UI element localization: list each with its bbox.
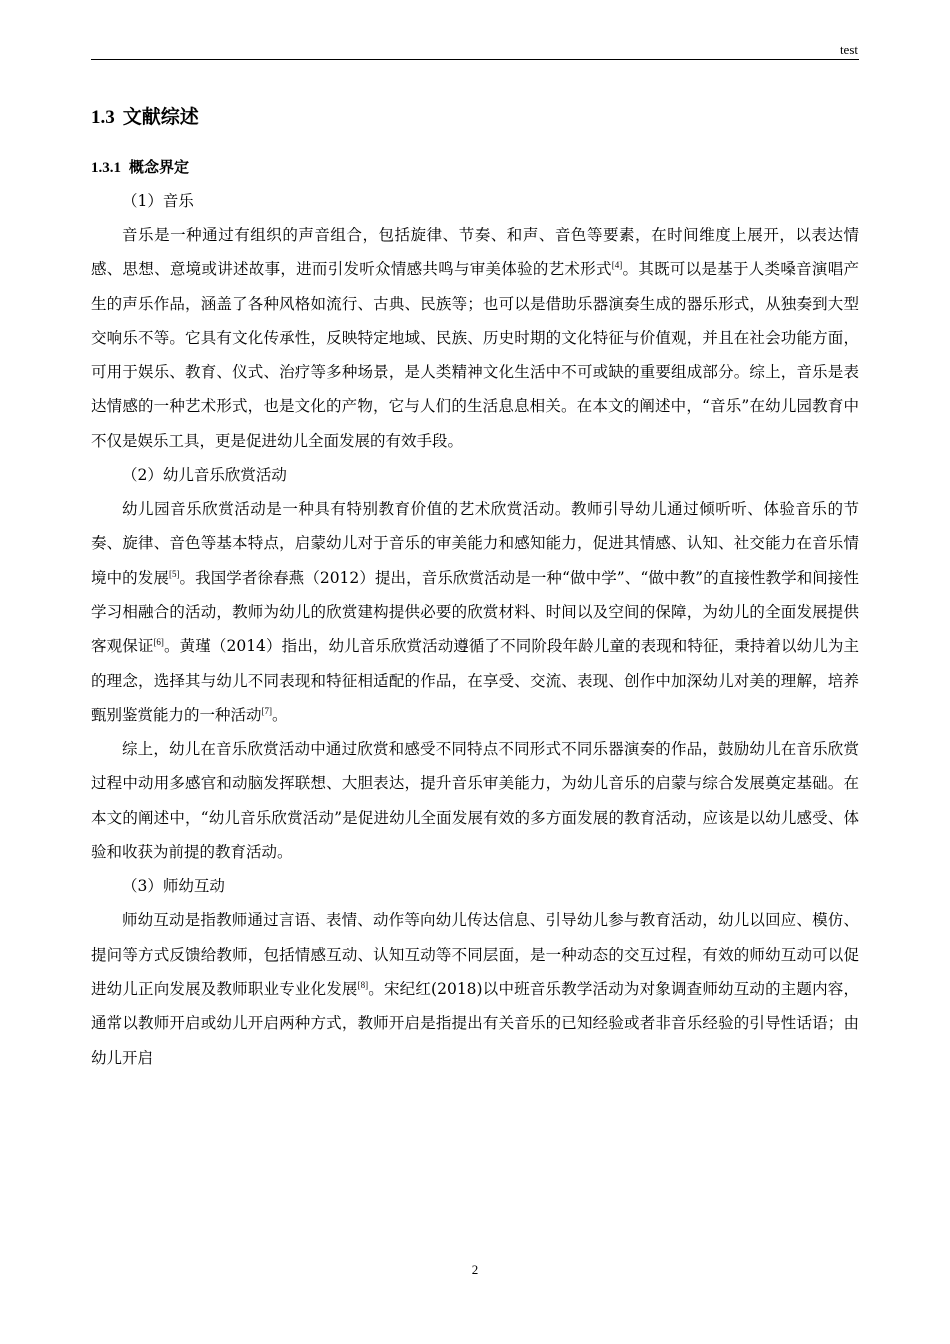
subsection-number: 1.3.1 [91, 160, 121, 176]
body-paragraph [91, 492, 859, 732]
subsection-title: 概念界定 [129, 158, 190, 176]
concept-items [91, 184, 859, 1075]
concept-subheading: （2）幼儿音乐欣赏活动 [122, 466, 287, 485]
concept-subheading: （1）音乐 [122, 192, 194, 210]
citation-reference: [7] [261, 705, 273, 716]
page-header-text: test [839, 42, 858, 57]
section-number: 1.3 [91, 107, 115, 128]
citation-reference: [4] [611, 260, 623, 271]
concept-subheading: （3）师幼互动 [122, 877, 225, 896]
citation-reference: [6] [153, 637, 164, 648]
paragraph-text: 综上，幼儿在音乐欣赏活动中通过欣赏和感受不同特点不同形式不同乐器演奏的作品，鼓励幼儿在音乐欣赏过程中动用多感官和动脑发挥联想、大胆表达，提升音乐审美能力，为幼儿音乐的启蒙与综合发展奠定基础。在本文的阐述中，“幼儿音乐欣赏活动”是促进幼儿全面发展有效的多方面发展的教育活动，应该是以幼儿感受、体验和收获为前提的教育活动。 [91, 740, 859, 862]
paragraph-text: 。黄瑾（2014）指出，幼儿音乐欣赏活动遵循了不同阶段年龄儿童的表现和特征，秉持着以幼儿为主的理念，选择其与幼儿不同表现和特征相适配的作品，在享受、交流、表现、创作中加深幼儿对美的理解，培养甄别鉴赏能力的一种活动 [91, 637, 859, 724]
body-paragraph [91, 903, 859, 1074]
body-paragraph [91, 218, 859, 458]
citation-reference: [5] [168, 568, 180, 579]
paragraph-text: 师幼互动是指教师通过言语、表情、动作等向幼儿传达信息、引导幼儿参与教育活动，幼儿以回应、模仿、提问等方式反馈给教师，包括情感互动、认知互动等不同层面，是一种动态的交互过程，有效的师幼互动可以促进幼儿正向发展及教师职业专业化发展 [91, 911, 859, 998]
paragraph-text: 幼儿园音乐欣赏活动是一种具有特别教育价值的艺术欣赏活动。教师引导幼儿通过倾听听、体验音乐的节奏、旋律、音色等基本特点，启蒙幼儿对于音乐的审美能力和感知能力，促进其情感、认知、社交能力在音乐情境中的发展 [91, 500, 859, 587]
citation-reference: [8] [357, 979, 369, 990]
section-heading [91, 96, 859, 138]
section-title: 文献综述 [122, 106, 199, 128]
page-content [91, 96, 859, 1075]
body-paragraph [91, 732, 859, 869]
subsection-heading [91, 150, 859, 184]
paragraph-text: 。其既可以是基于人类嗓音演唱产生的声乐作品，涵盖了各种风格如流行、古典、民族等；也可以是借助乐器演奏生成的器乐形式，从独奏到大型交响乐不等。它具有文化传承性，反映特定地域、民族、历史时期的文化特征与价值观，并且在社会功能方面，可用于娱乐、教育、仪式、治疗等多种场景，是人类精神文化生活中不可或缺的重要组成部分。综上，音乐是表达情感的一种艺术形式，也是文化的产物，它与人们的生活息息相关。在本文的阐述中，“音乐”在幼儿园教育中不仅是娱乐工具，更是促进幼儿全面发展的有效手段。 [91, 260, 859, 450]
paragraph-text: 。 [272, 705, 288, 724]
paragraph-text: 。宋纪红(2018)以中班音乐教学活动为对象调查师幼互动的主题内容，通常以教师开启或幼儿开启两种方式，教师开启是指提出有关音乐的已知经验或者非音乐经验的引导性话语；由幼儿开启 [91, 979, 859, 1067]
paragraph-text: 音乐是一种通过有组织的声音组合，包括旋律、节奏、和声、音色等要素，在时间维度上展开，以表达情感、思想、意境或讲述故事，进而引发听众情感共鸣与审美体验的艺术形式 [91, 226, 859, 279]
page-number: 2 [471, 1262, 479, 1277]
header-rule [91, 59, 859, 60]
paragraph-text: 。我国学者徐春燕（2012）提出，音乐欣赏活动是一种“做中学”、“做中教”的直接性教学和间接性学习相融合的活动，教师为幼儿的欣赏建构提供必要的欣赏材料、时间以及空间的保障，为幼儿的全面发展提供客观保证 [91, 568, 859, 656]
